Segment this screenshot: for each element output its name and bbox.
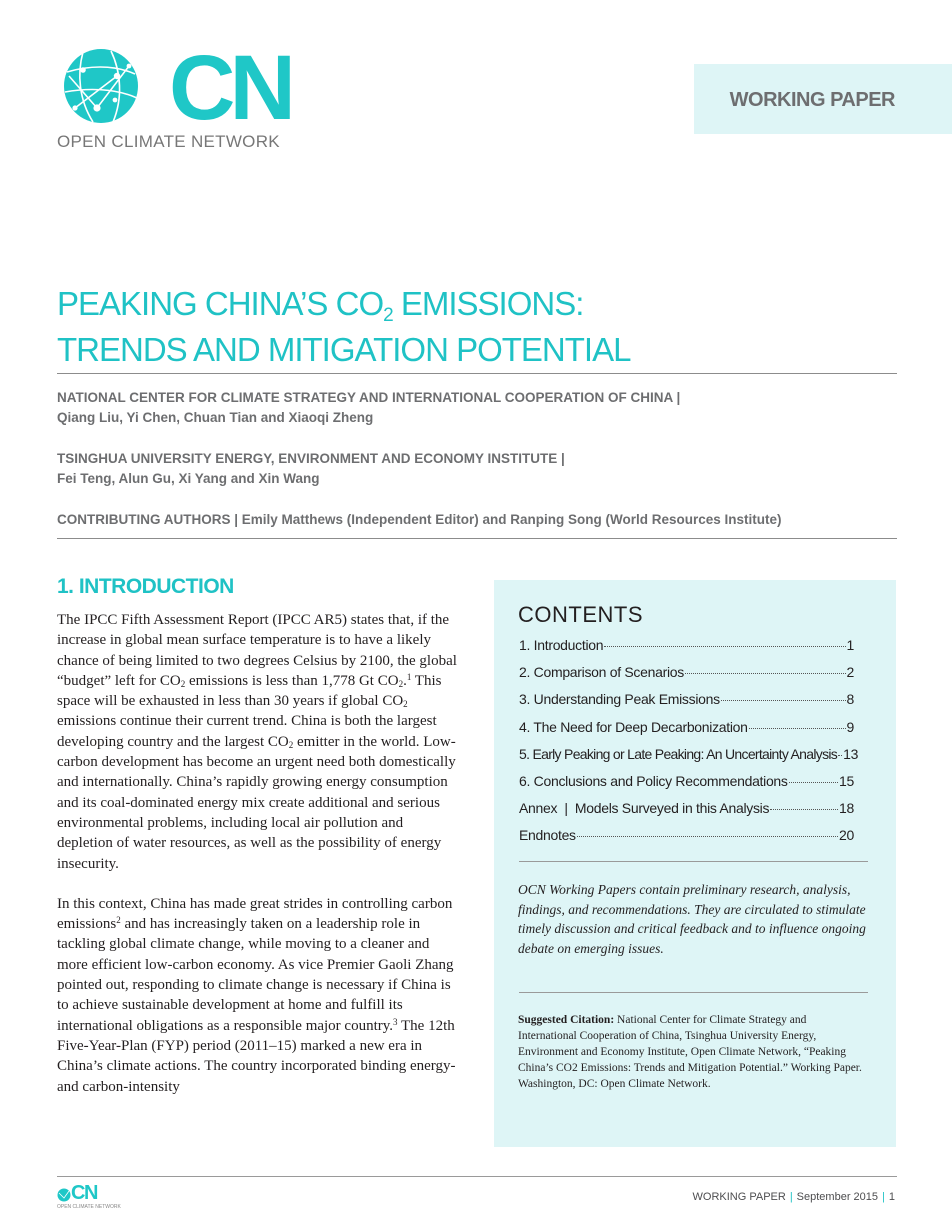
logo-wordmark: CN	[169, 37, 290, 139]
title-line-1-text: PEAKING CHINA’S CO	[57, 285, 384, 322]
page-title	[57, 281, 907, 373]
contributing-authors: CONTRIBUTING AUTHORS | Emily Matthews (Independent Editor) and Ranping Song (World Resources Institute)	[57, 512, 782, 527]
paragraph: In this context, China has made great strides in controlling carbon emissions$^2$ and has increasingly taken on a leadership role in tackling global climate change, while moving to a cleaner and more efficient low-carbon economy. As vice Premier Gaoli Zhang pointed out, responding to climate change is necessary if China is to achieve sustainable development at home and fulfill its international obligations as a responsible major country.$^3$ The 12th Five-Year-Plan (FYP) period (2011–15) marked a new era in China’s climate actions. The country incorporated binding energy- and carbon-intensity	[57, 895, 456, 1095]
toc-item[interactable]: 6. Conclusions and Policy Recommendations 15	[519, 772, 854, 789]
working-paper-note: OCN Working Papers contain preliminary research, analysis, findings, and recommendations. They are circulated to stimulate timely discussion and critical feedback and to influence ongoing debate on emerging issues.	[518, 882, 866, 956]
footer-logo-subtitle: OPEN CLIMATE NETWORK	[57, 1204, 121, 1210]
title-line-1-end: EMISSIONS:	[392, 285, 584, 322]
citation-label: Suggested Citation:	[518, 1014, 615, 1026]
title-divider	[57, 373, 897, 374]
toc-item[interactable]: 3. Understanding Peak Emissions 8	[519, 691, 854, 708]
sidebar-divider	[519, 992, 868, 993]
citation-text: National Center for Climate Strategy and International Cooperation of China, Tsinghua University Energy, Environment and Economy Institute, Open Climate Network, “Peaking China’s CO2 Emissions: Trends and Mitigation Potential.” Working Paper. Washington, DC: Open Climate Network.	[518, 1014, 862, 1090]
affiliation-authors: Fei Teng, Alun Gu, Xi Yang and Xin Wang	[57, 471, 320, 486]
footer-logo-wordmark: CN	[71, 1182, 97, 1204]
affiliation-2	[57, 449, 917, 489]
footer-info: WORKING PAPER | September 2015 | 1	[692, 1191, 895, 1203]
toc-item[interactable]: 5. Early Peaking or Late Peaking: An Uncertainty Analysis 13	[519, 745, 859, 762]
table-of-contents	[519, 637, 859, 855]
footer-divider	[57, 1176, 897, 1177]
working-paper-label: WORKING PAPER	[729, 89, 895, 111]
footer-date: September 2015	[796, 1191, 879, 1203]
title-line-2: TRENDS AND MITIGATION POTENTIAL	[57, 331, 631, 368]
contents-heading: CONTENTS	[518, 602, 643, 627]
toc-item[interactable]: 1. Introduction 1	[519, 637, 854, 653]
toc-item[interactable]: Annex | Models Surveyed in this Analysis 18	[519, 800, 854, 817]
title-line-1	[57, 281, 907, 327]
affiliation-org: NATIONAL CENTER FOR CLIMATE STRATEGY AND INTERNATIONAL COOPERATION OF CHINA |	[57, 390, 681, 405]
logo-subtitle: OPEN CLIMATE NETWORK	[57, 132, 280, 151]
section-heading-introduction: 1. INTRODUCTION	[57, 575, 234, 598]
title-subscript: 2	[383, 305, 393, 326]
affiliation-org: TSINGHUA UNIVERSITY ENERGY, ENVIRONMENT AND ECONOMY INSTITUTE |	[57, 451, 565, 466]
affiliation-1	[57, 388, 917, 428]
paragraph: The IPCC Fifth Assessment Report (IPCC AR5) states that, if the increase in global mean surface temperature is to have a likely chance of being limited to two degrees Celsius by 2100, the global “budget” left for $CO_2$ emissions is less than 1,778 Gt $CO_2.^1$ This space will be exhausted in less than 30 years if global $CO_2$ emissions continue their current trend. China is both the largest developing country and the largest $CO_2$ emitter in the world. Low-carbon development has become an urgent need both domestically and internationally. China’s rapidly growing energy consumption and its coal-dominated energy mix create additional and serious environmental problems, including local air pollution and depletion of water resources, as well as the possibility of energy insecurity.	[57, 612, 457, 872]
suggested-citation	[518, 1012, 868, 1092]
working-paper-badge	[694, 64, 952, 134]
contents-sidebar	[494, 580, 896, 1147]
toc-item[interactable]: Endnotes 20	[519, 827, 854, 844]
toc-item[interactable]: 2. Comparison of Scenarios 2	[519, 664, 854, 681]
introduction-body	[57, 610, 462, 1117]
affiliation-divider	[57, 538, 897, 539]
footer-label: WORKING PAPER	[692, 1191, 786, 1203]
globe-network-icon	[57, 48, 161, 128]
page-number: 1	[888, 1191, 895, 1203]
affiliation-authors: Qiang Liu, Yi Chen, Chuan Tian and Xiaoqi Zheng	[57, 410, 374, 425]
sidebar-divider	[519, 861, 868, 862]
ocn-logo	[57, 37, 290, 158]
toc-item[interactable]: 4. The Need for Deep Decarbonization 9	[519, 718, 854, 735]
globe-network-icon	[57, 1188, 71, 1202]
